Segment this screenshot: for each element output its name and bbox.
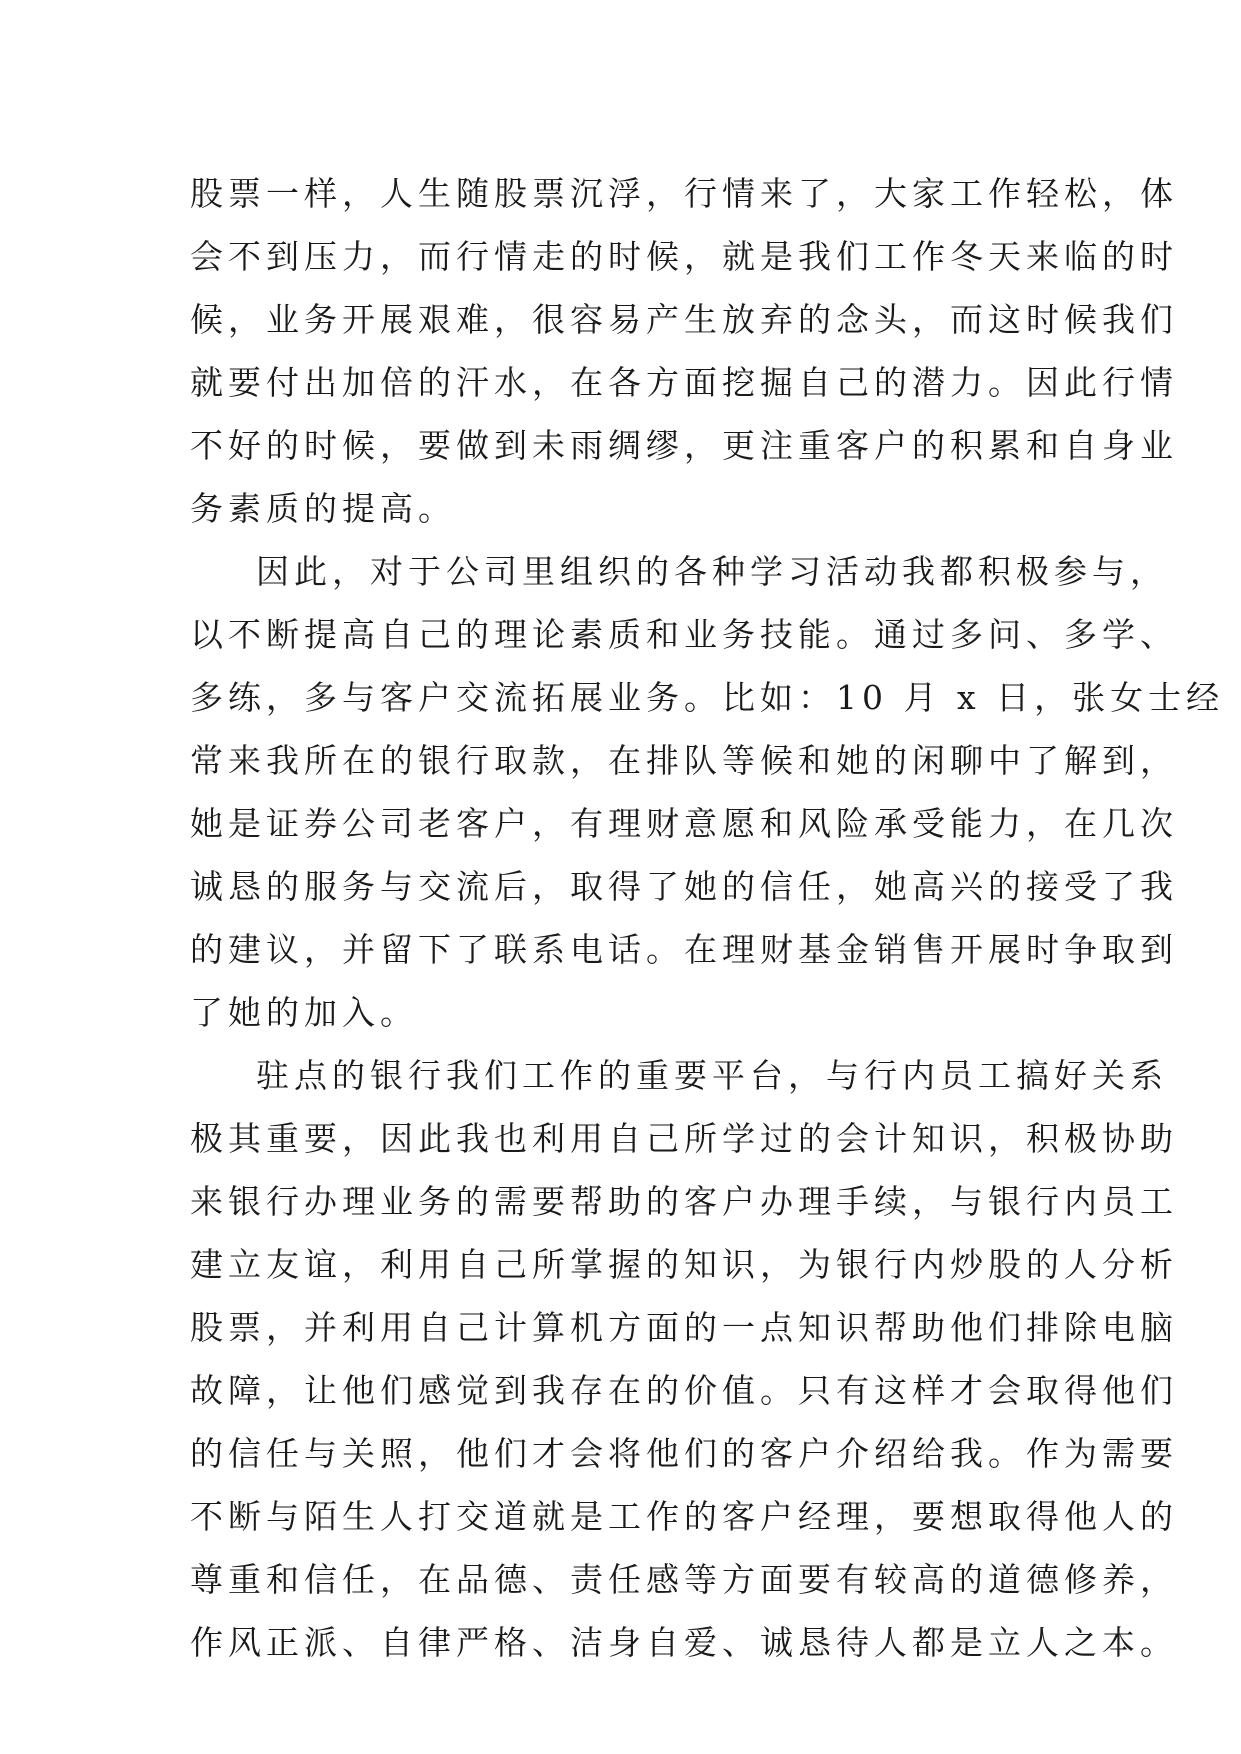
- text-line: 建立友谊，利用自己所掌握的知识，为银行内炒股的人分析: [190, 1245, 1178, 1284]
- text-line: 就要付出加倍的汗水，在各方面挖掘自己的潜力。因此行情: [190, 363, 1178, 402]
- text-line: 故障，让他们感觉到我存在的价值。只有这样才会取得他们: [190, 1371, 1178, 1410]
- text-line: 股票，并利用自己计算机方面的一点知识帮助他们排除电脑: [190, 1308, 1178, 1347]
- text-line: 常来我所在的银行取款，在排队等候和她的闲聊中了解到，: [190, 741, 1178, 780]
- text-line: 会不到压力，而行情走的时候，就是我们工作冬天来临的时: [190, 237, 1178, 276]
- text-line: 她是证券公司老客户，有理财意愿和风险承受能力，在几次: [190, 804, 1178, 843]
- paragraph-3: [190, 1044, 1178, 1674]
- paragraph-2: [190, 540, 1225, 1044]
- text-line: 诚恳的服务与交流后，取得了她的信任，她高兴的接受了我: [190, 867, 1178, 906]
- text-line: 股票一样，人生随股票沉浮，行情来了，大家工作轻松，体: [190, 174, 1178, 213]
- document-body: [190, 162, 1225, 1674]
- text-line: 不断与陌生人打交道就是工作的客户经理，要想取得他人的: [190, 1497, 1178, 1536]
- text-line: 了她的加入。: [190, 993, 418, 1032]
- text-line: 务素质的提高。: [190, 489, 456, 528]
- text-line: 因此，对于公司里组织的各种学习活动我都积极参与，: [256, 552, 1168, 591]
- text-line: 多练，多与客户交流拓展业务。比如：10 月 x 日，张女士经: [190, 678, 1225, 717]
- paragraph-1: [190, 162, 1178, 540]
- text-line: 尊重和信任，在品德、责任感等方面要有较高的道德修养，: [190, 1560, 1178, 1599]
- text-line: 候，业务开展艰难，很容易产生放弃的念头，而这时候我们: [190, 300, 1178, 339]
- text-line: 以不断提高自己的理论素质和业务技能。通过多问、多学、: [190, 615, 1178, 654]
- text-line: 的信任与关照，他们才会将他们的客户介绍给我。作为需要: [190, 1434, 1178, 1473]
- text-line: 作风正派、自律严格、洁身自爱、诚恳待人都是立人之本。: [190, 1623, 1178, 1662]
- text-line: 的建议，并留下了联系电话。在理财基金销售开展时争取到: [190, 930, 1178, 969]
- text-line: 来银行办理业务的需要帮助的客户办理手续，与银行内员工: [190, 1182, 1178, 1221]
- text-line: 不好的时候，要做到未雨绸缪，更注重客户的积累和自身业: [190, 426, 1178, 465]
- text-line: 极其重要，因此我也利用自己所学过的会计知识，积极协助: [190, 1119, 1178, 1158]
- text-line: 驻点的银行我们工作的重要平台，与行内员工搞好关系: [256, 1056, 1168, 1095]
